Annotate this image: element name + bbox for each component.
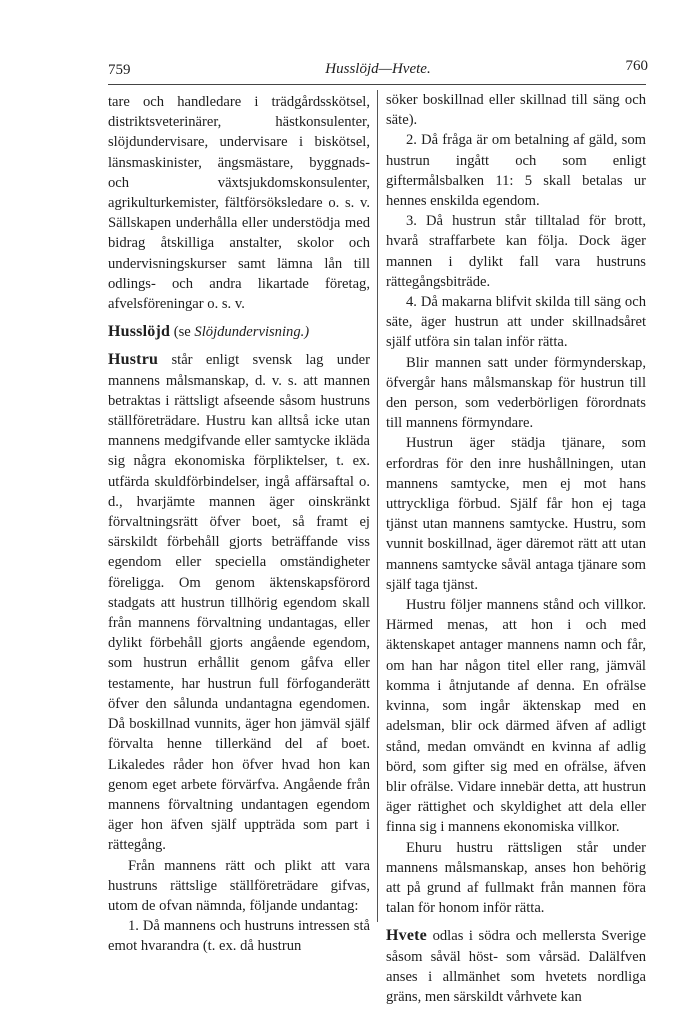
- hvete-text: odlas i södra och mellersta Sverige såsom såväl höst- som vårsäd. Dalälfven anses i allmänhet som hvetets nordliga gräns, men särskildt vårhvete kan: [386, 928, 646, 1005]
- right-column: [386, 90, 646, 1007]
- entry-hustru: [108, 350, 370, 855]
- paragraph-item-2: 2. Då fråga är om betalning af gäld, som hustrun ingått och som enligt giftermålsbalken 11: 5 skall betalas ur hennes enskilda egendom.: [386, 132, 646, 210]
- husslojd-cross-reference: Slöjdundervisning.): [194, 324, 310, 341]
- paragraph-guardianship: Blir mannen satt under förmynderskap, öfvergår hans målsmanskap för hustrun till den person, som vederbörligen förordnats till mannens förmyndare.: [386, 354, 646, 432]
- page-number-right: 760: [625, 58, 648, 74]
- paragraph-exceptions: Från mannens rätt och plikt att vara hustruns rättslige ställföreträdare gifvas, utom de ofvan nämnda, följande undantag:: [108, 857, 370, 914]
- paragraph-item-1: 1. Då mannens och hustruns intressen stå emot hvarandra (t. ex. då hustrun: [108, 918, 370, 955]
- entry-husslojd: [108, 322, 370, 342]
- column-divider: [377, 90, 378, 922]
- headword-husslojd: Husslöjd: [108, 323, 171, 341]
- paragraph-representation: Ehuru hustru rättsligen står under mannens målsmanskap, anses hon behörig att på grund af fullmakt från mannen föra talan för honom inför rätta.: [386, 839, 646, 917]
- hustru-text: står enligt svensk lag under mannens målsmanskap, d. v. s. att mannen betraktas i rättsligt afseende såsom hustruns ställföreträdare. Hustru kan alltså icke utan mannens medgifvande eller samtycke ikläda sig några ekonomiska förpliktelser, t. ex. utfärda skuldförbindelser, ingå affärsaftal o. d., hvarjämte mannen äger oinskränkt förvaltningsrätt öfver boet, så framt ej särskildt förbehåll gjorts beträffande viss egendom eller speciella omständigheter föreligga. Om genom äktenskapsförord stadgats att hustrun tillhörig egendom skall från mannens förvaltning undantagas, eller dylikt förbehåll gjorts angående egendom, som hustrun erhållit genom gåfva eller testamente, har hustrun full förfoganderätt öfver den sålunda undantagna egendomen. Då boskillnad vunnits, äger hon jämväl själf förvalta henne tillerkänd del af boet. Likaledes råder hon öfver hvad hon kan genom eget arbete förvärfva. Angående från mannens förvaltning undantagen egendom äger hon äfven själf uppträda som part i rättegång.: [108, 352, 370, 854]
- entry-hvete: [386, 926, 646, 1007]
- paragraph-servants: Hustrun äger städja tjänare, som erfordras för den inre hushållningen, utan mannens samtycke, men ej mot hans uttryckliga förbud. Själf får hon ej taga tjänst utan mannens samtycke. Hustru, som vunnit boskillnad, äger däremot rätt att utan mannens samtycke såväl antaga tjänare som själf taga tjänst.: [386, 435, 646, 593]
- running-title: Husslöjd—Hvete.: [325, 61, 431, 77]
- paragraph-item-1-cont: söker boskillnad eller skillnad till säng och säte).: [386, 92, 646, 129]
- paragraph-continuation: tare och handledare i trädgårdsskötsel, distriktsveterinärer, hästkonsulenter, slöjdundervisare, undervisare i biskötsel, länsmaskinister, ängsmästare, byggnads- och växtsjukdomskonsulenter, agrikulturkemister, fältförsöksledare o. s. v. Sällskapen underhålla eller understödja med bidrag åtskilliga anstalter, skolor och undervisningskurser samt lämna lån till odlings- och andra likartade företag, afvelsföreningar o. s. v.: [108, 94, 370, 313]
- paragraph-item-3: 3. Då hustrun står tilltalad för brott, hvarå straffarbete kan följa. Dock äger mannen i dylikt fall vara hustruns rättegångsbiträde.: [386, 213, 646, 290]
- paragraph-status: Hustru följer mannens stånd och villkor. Härmed menas, att hon i och med äktenskapet antager mannens namn och får, om han har någon titel eller rang, jämväl komma i åtnjutande af denna. En ofrälse kvinna, som ingår äktenskap med en adelsman, blir ock därmed äfven af adligt stånd, medan omvändt en kvinna af adlig börd, som gifter sig med en ofrälse, äfven blir ofrälse. Vidare innebär detta, att hustrun äger rättighet och skyldighet att dela eller finna sig i mannens ekonomiska villkor.: [386, 597, 646, 836]
- paragraph-item-4: 4. Då makarna blifvit skilda till säng och säte, äger hustrun att under skillnadsåret själf utföra sin talan inför rätta.: [386, 294, 646, 351]
- headword-hustru: Hustru: [108, 351, 159, 369]
- page-header: [108, 58, 648, 82]
- page-number-left: 759: [108, 62, 131, 78]
- husslojd-see: (se: [173, 324, 191, 341]
- header-rule: [108, 84, 646, 85]
- headword-hvete: Hvete: [386, 927, 427, 945]
- left-column: [108, 92, 370, 957]
